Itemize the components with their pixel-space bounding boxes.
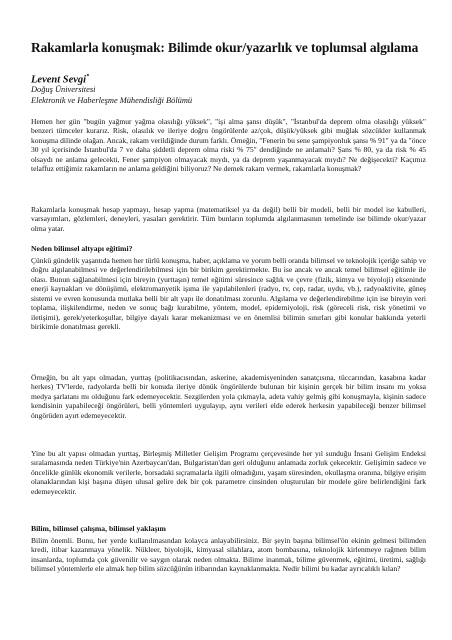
paragraph-development-index: Yine bu alt yapısı olmadan yurttaş, Birleşmiş Milletler Gelişim Programı çerçevesinde her yıl sunduğu İnsani Gelişim Endeksi sıralamasında neden Türkiye'nin Azerbaycan'dan, Bulgaristan'dan geri olduğunu anlamada zorluk çekecektir. Gelişimin sadece ve öncelikle günlük ekonomik verilerle, borsadaki sıçramalarla ilgili olmadığını, yaşam süresinden, okullaşma oranına, bilgiye erişim olanaklarından kişi başına düşen ulusal gelire dek bir çok parametre cinsinden oluşturulan bir modele göre belirlendiğini fark edemeyecektir. <box>31 449 426 496</box>
section-heading-infrastructure: Neden bilimsel altyapı eğitimi? <box>31 244 133 253</box>
affiliation-department: Elektronik ve Haberleşme Mühendisliği Bölümü <box>31 96 193 105</box>
paragraph-intro: Hemen her gün "bugün yağmur yağma olasılığı yüksek", "işi alma şansı düşük", "İstanbul'da deprem olma olasılığı yüksek" benzeri tümceler kurarız. Risk, olasılık ve ileriye doğru öngörülerde az/çok, düşük/yüksek gibi muğlak sözcükler kullanmak konuşma dilinde olağan. Ancak, rakam verildiğinde durum farklı. Örneğin, "Fenerin bu sene şampiyonluk şansı % 91" ya da "önce 30 yıl içerisinde İstanbul'da 7 ve daha şiddetli deprem olma riski % 75" dendiğinde ne anlamalı? Şans % 80, ya da risk % 45 olsaydı ne anlama gelecekti, Fener şampiyon olmayacak mıydı, ya da deprem yaşanmayacak mıydı? Ne değişecekti? Kaçımız telaffuz ettiğimiz rakamların ne anlama geldiğini biliyoruz? Ne demek rakam vermek, rakamlarla konuşmak? <box>31 117 426 174</box>
page-title: Rakamlarla konuşmak: Bilimde okur/yazarlık ve toplumsal algılama <box>31 40 419 55</box>
section-heading-science: Bilim, bilimsel çalışma, bilimsel yaklaşım <box>31 524 166 533</box>
footnote-marker: * <box>86 74 90 80</box>
paragraph-science: Bilim önemli. Bunu, her yerde kullanılmasından kolayca anlayabilirsiniz. Bir şeyin başına bilimsel'ön ekinin gelmesi bilimden kredi, itibar kazanmaya yönelik. Nükleer, biyolojik, kimyasal silahlara, atom bombasına, teknolojik kirlenmeye rağmen bilim insanlarda, toplumda çok güvenilir ve saygın olarak neden olmakta. Bilime inanmak, bilime güvenmek, eğitimi, üretimi, sağlığı bilimsel yöntemlerle ele almak hep bilim sözcüğünün itibarından kaynaklanmakta. Nedir bilimi bu kadar ayrıcalıklı kılan? <box>31 536 426 574</box>
paragraph-education: Çünkü gündelik yaşantıda hemen her türlü konuşma, haber, açıklama ve yorum belli oranda bilimsel ve teknolojik içeriğe sahip ve doğru algılanabilmesi ve değerlendirilebilmesi için bir birikim gerektirmekte. Bu ise ancak ve ancak temel bilimsel eğitimle ile olası. Bunun sağlanabilmesi için bireyin (yurttaşın) temel eğitimi süresince sağlık ve çevre (fizik, kimya ve biyoloji) ekseninde enerji kaynakları ve dönüşümü, elektromanyetik işıma ile yapılabilenleri (radyo, tv, cep, radar, uydu, vb.), radyoaktivite, güneş sistemi ve evren konusunda mutlaka belli bir alt yapı ile donatılması zorunlu. Algılama ve değerlendirebilme için ise bireyin veri toplama, ilişkilendirme, neden ve sonuç bağı kurabilme, yöntem, model, epidemiyoloji, risk (göreceli risk, risk yönetimi ve iletişimi), gerek/yeterkoşullar, bilgiye dayalı karar mekanizması ve en önemlisi bilimin sınırları gibi konular hakkında yeterli birikimle donatılması gerekli. <box>31 256 426 332</box>
author-name-text: Levent Sevgi <box>31 74 87 86</box>
paragraph-example: Örneğin, bu alt yapı olmadan, yurttaş (politikacısından, askerine, akademisyeninden sanatçısına, tüccarından, kasabına kadar herkes) TV'lerde, radyolarda belli bir konuda ileriye dönük öngörülerde bulunan bir kişinin gerçek bir bilim insanı mı yoksa medya şarlatanı mı olduğunu fark edemeyecektir. Sezgilerden yola çıkmayla, adeta vahiy gelmiş gibi konuşmayla, kişinin sadece kendisinin yapabileceği öngörüleri, belli yöntemleri uygulayıp, aynı verileri elde ederek herkesin yapabileceği benzer bilimsel öngörüden ayırt edemeyecektir. <box>31 373 426 420</box>
paragraph-numbers: Rakamlarla konuşmak hesap yapmayı, hesap yapma (matematiksel ya da değil) belli bir modeli, belli bir model ise kabulleri, varsayımları, gözlemleri, deneyleri, yasaları gerektirir. Tüm bunların toplumda algılanmasının temelinde ise bilimde okur/yazar olma yatar. <box>31 205 426 233</box>
affiliation-university: Doğuş Üniversitesi <box>31 85 96 94</box>
